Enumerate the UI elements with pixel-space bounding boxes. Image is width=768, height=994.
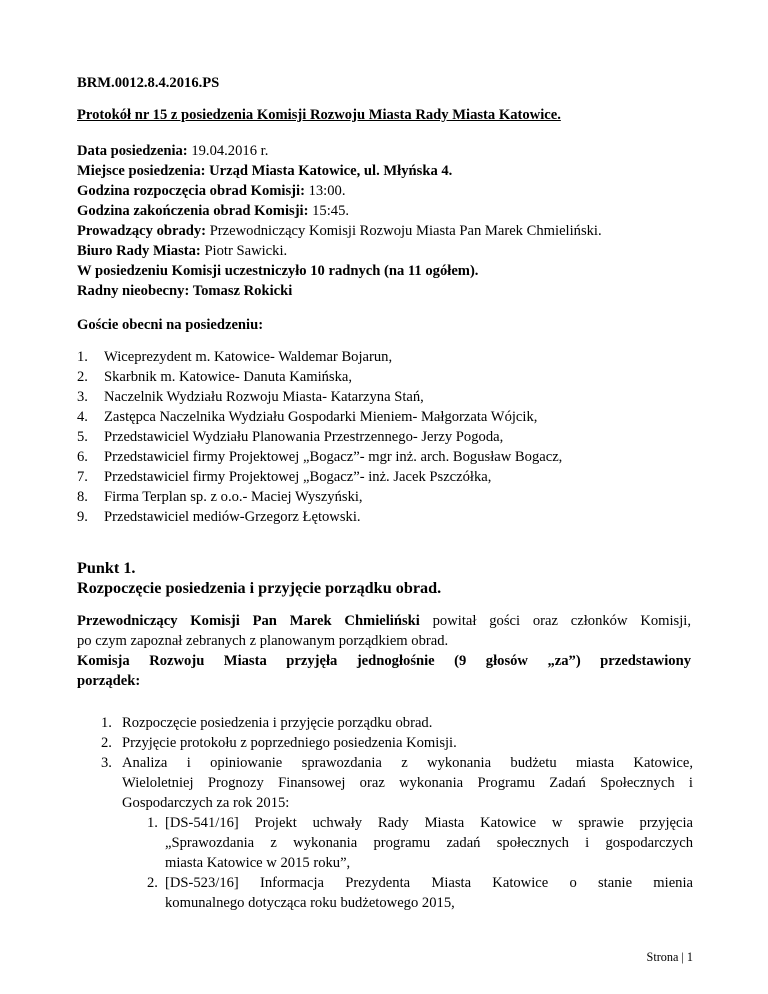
- list-item-number: 7.: [77, 469, 88, 485]
- list-item-number: 2.: [77, 369, 88, 385]
- section-heading: Punkt 1.: [77, 559, 136, 577]
- list-item-number: 3.: [77, 389, 88, 405]
- list-item-line: Wieloletniej Prognozy Finansowej oraz wykonania Programu Zadań Społecznych i: [122, 775, 693, 791]
- list-item-number: 9.: [77, 509, 88, 525]
- paragraph: po czym zapoznał zebranych z planowanym porządkiem obrad.: [77, 633, 449, 649]
- list-item: Wiceprezydent m. Katowice- Waldemar Bojarun,: [104, 349, 393, 365]
- resolution-line: Komisja Rozwoju Miasta przyjęła jednogłośnie (9 głosów „za”) przedstawiony: [77, 653, 691, 669]
- section-subheading: Rozpoczęcie posiedzenia i przyjęcie porządku obrad.: [77, 579, 442, 597]
- council-office: [77, 242, 287, 260]
- list-item-line: komunalnego dotycząca roku budżetowego 2015,: [165, 895, 455, 911]
- council-office-label: Biuro Rady Miasta:: [77, 243, 201, 259]
- list-item-line: miasta Katowice w 2015 roku”,: [165, 855, 351, 871]
- list-item: Zastępca Naczelnika Wydziału Gospodarki Mieniem- Małgorzata Wójcik,: [104, 409, 538, 425]
- list-item: Firma Terplan sp. z o.o.- Maciej Wyszyński,: [104, 489, 363, 505]
- list-item-number: 2.: [101, 735, 112, 751]
- page-number: Strona | 1: [646, 950, 693, 964]
- list-item-number: 4.: [77, 409, 88, 425]
- list-item-number: 2.: [147, 875, 158, 891]
- meeting-date-label: Data posiedzenia:: [77, 143, 188, 159]
- list-item: Przedstawiciel firmy Projektowej „Bogacz”- mgr inż. arch. Bogusław Bogacz,: [104, 449, 563, 465]
- list-item: Rozpoczęcie posiedzenia i przyjęcie porządku obrad.: [122, 715, 433, 731]
- meeting-chair: [77, 222, 602, 240]
- list-item: Skarbnik m. Katowice- Danuta Kamińska,: [104, 369, 353, 385]
- document-title: Protokół nr 15 z posiedzenia Komisji Rozwoju Miasta Rady Miasta Katowice.: [77, 107, 561, 123]
- paragraph: [77, 612, 691, 630]
- meeting-start-value: 13:00.: [304, 183, 346, 199]
- list-item: Przedstawiciel firmy Projektowej „Bogacz”- inż. Jacek Pszczółka,: [104, 469, 492, 485]
- list-item-line: „Sprawozdania z wykonania programu zadań społecznych i gospodarczych: [165, 835, 693, 851]
- list-item-number: 1.: [77, 349, 88, 365]
- list-item-number: 1.: [101, 715, 112, 731]
- list-item: Przedstawiciel mediów-Grzegorz Łętowski.: [104, 509, 361, 525]
- list-item-line: [DS-523/16] Informacja Prezydenta Miasta Katowice o stanie mienia: [165, 875, 693, 891]
- paragraph-text: powitał gości oraz członków Komisji,: [419, 613, 691, 629]
- meeting-start: [77, 182, 345, 200]
- list-item: Przedstawiciel Wydziału Planowania Przestrzennego- Jerzy Pogoda,: [104, 429, 504, 445]
- meeting-date-value: 19.04.2016 r.: [187, 143, 269, 159]
- list-item-line: Analiza i opiniowanie sprawozdania z wykonania budżetu miasta Katowice,: [122, 755, 693, 771]
- guests-heading: Goście obecni na posiedzeniu:: [77, 317, 264, 333]
- meeting-end-value: 15:45.: [308, 203, 350, 219]
- list-item-line: Gospodarczych za rok 2015:: [122, 795, 290, 811]
- document-reference: BRM.0012.8.4.2016.PS: [77, 75, 220, 91]
- meeting-date: [77, 142, 268, 160]
- list-item-number: 8.: [77, 489, 88, 505]
- meeting-end-label: Godzina zakończenia obrad Komisji:: [77, 203, 309, 219]
- list-item-number: 6.: [77, 449, 88, 465]
- list-item-line: [DS-541/16] Projekt uchwały Rady Miasta Katowice w sprawie przyjęcia: [165, 815, 693, 831]
- list-item-number: 1.: [147, 815, 158, 831]
- meeting-chair-label: Prowadzący obrady:: [77, 223, 207, 239]
- meeting-end: [77, 202, 349, 220]
- meeting-place: Miejsce posiedzenia: Urząd Miasta Katowice, ul. Młyńska 4.: [77, 163, 453, 179]
- attendance-note: W posiedzeniu Komisji uczestniczyło 10 radnych (na 11 ogółem).: [77, 263, 479, 279]
- list-item: Przyjęcie protokołu z poprzedniego posiedzenia Komisji.: [122, 735, 457, 751]
- council-office-value: Piotr Sawicki.: [200, 243, 288, 259]
- meeting-start-label: Godzina rozpoczęcia obrad Komisji:: [77, 183, 305, 199]
- meeting-chair-value: Przewodniczący Komisji Rozwoju Miasta Pan Marek Chmieliński.: [206, 223, 602, 239]
- list-item-number: 5.: [77, 429, 88, 445]
- absent-note: Radny nieobecny: Tomasz Rokicki: [77, 283, 293, 299]
- chair-name: Przewodniczący Komisji Pan Marek Chmieliński: [77, 613, 420, 629]
- list-item: Naczelnik Wydziału Rozwoju Miasta- Katarzyna Stań,: [104, 389, 424, 405]
- resolution-line: porządek:: [77, 673, 141, 689]
- list-item-number: 3.: [101, 755, 112, 771]
